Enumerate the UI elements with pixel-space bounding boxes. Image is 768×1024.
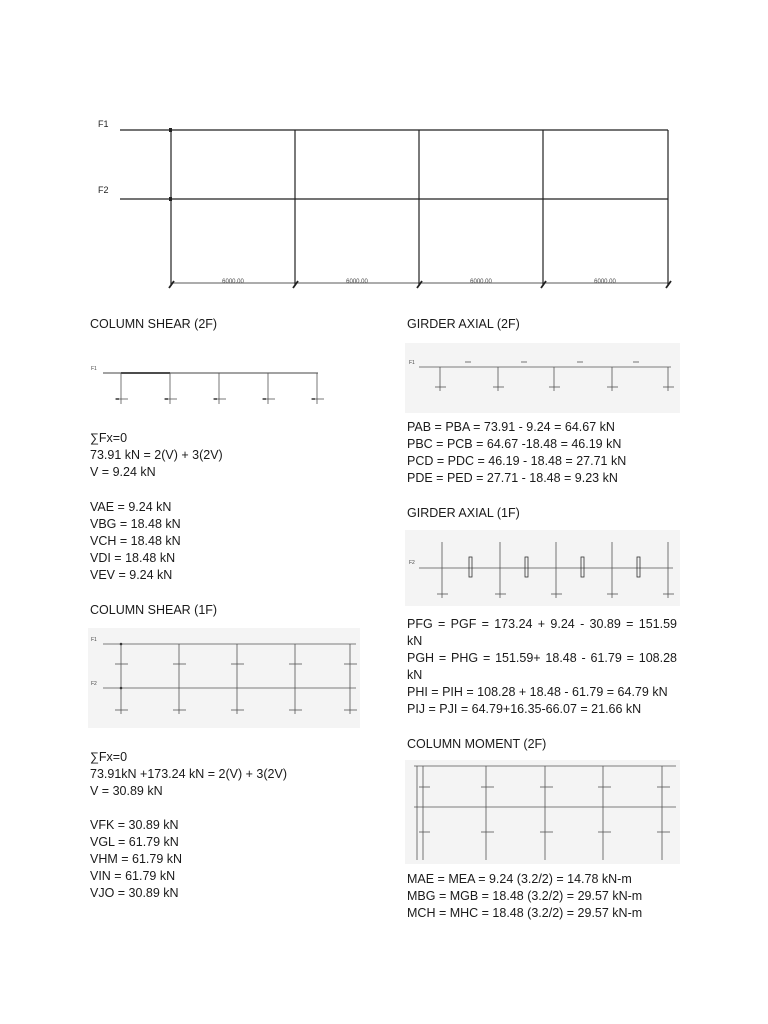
axial-equation: PHI = PIH = 108.28 + 18.48 - 61.79 = 64.79 kN bbox=[407, 685, 668, 699]
axial-equation: PAB = PBA = 73.91 - 9.24 = 64.67 kN bbox=[407, 420, 615, 434]
girder-axial-2f-diagram bbox=[405, 343, 680, 413]
axial-equation: PCD = PDC = 46.19 - 18.48 = 27.71 kN bbox=[407, 454, 627, 468]
equation-line: V = 9.24 kN bbox=[90, 465, 156, 479]
bay-dimension: 6000.00 bbox=[594, 279, 616, 285]
girder-axial-1f-heading: GIRDER AXIAL (1F) bbox=[407, 506, 520, 520]
axial-equation-unit: kN bbox=[407, 634, 423, 648]
frame-elevation-drawing bbox=[0, 0, 768, 300]
shear-result: VCH = 18.48 kN bbox=[90, 534, 181, 548]
bay-dimension: 6000.00 bbox=[470, 279, 492, 285]
shear-result: VFK = 30.89 kN bbox=[90, 818, 179, 832]
girder-axial-1f-diagram bbox=[405, 530, 680, 606]
column-shear-2f-diagram bbox=[88, 357, 328, 412]
moment-equation: MAE = MEA = 9.24 (3.2/2) = 14.78 kN-m bbox=[407, 872, 632, 886]
column-shear-2f-heading: COLUMN SHEAR (2F) bbox=[90, 317, 218, 331]
level-label-f1: F1 bbox=[91, 366, 97, 372]
equilibrium-line: ∑Fx=0 bbox=[90, 431, 128, 445]
moment-equation: MCH = MHC = 18.48 (3.2/2) = 29.57 kN-m bbox=[407, 906, 643, 920]
column-shear-1f-diagram bbox=[88, 628, 360, 728]
axial-equation: PGH = PHG = 151.59+ 18.48 - 61.79 = 108.28 bbox=[407, 651, 677, 665]
shear-result: VGL = 61.79 kN bbox=[90, 835, 179, 849]
column-moment-2f-heading: COLUMN MOMENT (2F) bbox=[407, 737, 547, 751]
moment-equation: MBG = MGB = 18.48 (3.2/2) = 29.57 kN-m bbox=[407, 889, 643, 903]
equation-line: V = 30.89 kN bbox=[90, 784, 163, 798]
equation-line: 73.91kN +173.24 kN = 2(V) + 3(2V) bbox=[90, 767, 287, 781]
bay-dimension: 6000.00 bbox=[222, 279, 244, 285]
shear-result: VDI = 18.48 kN bbox=[90, 551, 176, 565]
shear-result: VIN = 61.79 kN bbox=[90, 869, 176, 883]
shear-result: VAE = 9.24 kN bbox=[90, 500, 172, 514]
level-label-f1: F1 bbox=[98, 119, 109, 129]
axial-equation: PIJ = PJI = 64.79+16.35-66.07 = 21.66 kN bbox=[407, 702, 642, 716]
shear-result: VHM = 61.79 kN bbox=[90, 852, 183, 866]
column-moment-2f-diagram bbox=[405, 760, 680, 864]
node-marker bbox=[169, 128, 172, 132]
girder-axial-2f-heading: GIRDER AXIAL (2F) bbox=[407, 317, 520, 331]
node-marker bbox=[169, 197, 172, 201]
shear-result: VEV = 9.24 kN bbox=[90, 568, 173, 582]
level-label-f2: F2 bbox=[409, 560, 415, 566]
shear-result: VBG = 18.48 kN bbox=[90, 517, 181, 531]
equilibrium-line: ∑Fx=0 bbox=[90, 750, 128, 764]
level-label-f2: F2 bbox=[98, 185, 109, 195]
level-label-f1: F1 bbox=[409, 360, 415, 366]
axial-equation: PFG = PGF = 173.24 + 9.24 - 30.89 = 151.59 bbox=[407, 617, 677, 631]
column-shear-1f-heading: COLUMN SHEAR (1F) bbox=[90, 603, 218, 617]
level-label-f1: F1 bbox=[91, 637, 97, 643]
bay-dimension: 6000.00 bbox=[346, 279, 368, 285]
axial-equation-unit: kN bbox=[407, 668, 423, 682]
axial-equation: PDE = PED = 27.71 - 18.48 = 9.23 kN bbox=[407, 471, 618, 485]
equation-line: 73.91 kN = 2(V) + 3(2V) bbox=[90, 448, 223, 462]
axial-equation: PBC = PCB = 64.67 -18.48 = 46.19 kN bbox=[407, 437, 622, 451]
level-label-f2: F2 bbox=[91, 681, 97, 687]
shear-result: VJO = 30.89 kN bbox=[90, 886, 179, 900]
